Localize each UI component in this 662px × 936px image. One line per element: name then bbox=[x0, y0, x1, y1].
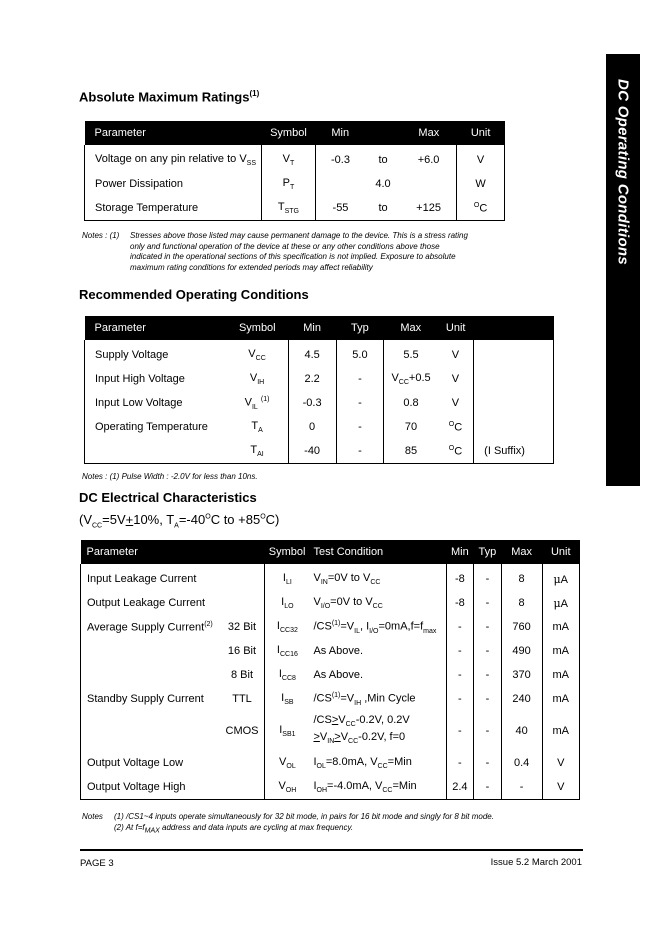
table-header: Parameter Symbol Min Max Unit bbox=[85, 121, 505, 145]
table-row: Standby Supply Current TTL $I_{SB}$ $/CS^{(1)}=V_{IH}$ ,Min Cycle - - 240 mA bbox=[81, 687, 580, 711]
footer-divider bbox=[80, 849, 583, 851]
table-row: Voltage on any pin relative to $V_{SS}$ $V_T$ -0.3 to +6.0 V bbox=[85, 145, 505, 172]
table-row: Input Low Voltage $V_{IL}$ $^{(1)}$ -0.3 - 0.8 V bbox=[85, 391, 554, 415]
table-row: Input Leakage Current $I_{LI}$ $V_{IN}=0V$ to $V_{CC}$ -8 - 8 μA bbox=[81, 564, 580, 591]
section-tab-label: DC Operating Conditions bbox=[614, 78, 632, 266]
dcc-table bbox=[80, 540, 580, 800]
table-header: Parameter Symbol Min Typ Max Unit bbox=[85, 316, 554, 340]
table-row: Output Voltage High $V_{OH}$ $I_{OH}=-4.0mA$, $V_{CC}=Min$ 2.4 - - V bbox=[81, 775, 580, 800]
table-row: Output Leakage Current $I_{LO}$ $V_{I/O}=0V$ to $V_{CC}$ -8 - 8 μA bbox=[81, 591, 580, 615]
table-header: Parameter Symbol Test Condition Min Typ Max Unit bbox=[81, 540, 580, 564]
amr-notes: Notes : (1) Stresses above those listed may cause permanent damage to the device. This is a stress rating only and functional operation of the device at these or any other conditions above those indicated in the operational sections of this specification is not implied. Exposure to absolute maximum rating conditions for extended periods may affect reliability bbox=[82, 231, 468, 272]
table-row: 16 Bit $I_{CC16}$ As Above. - - 490 mA bbox=[81, 639, 580, 663]
table-row: Input High Voltage $V_{IH}$ 2.2 - $V_{CC}+0.5$ V bbox=[85, 367, 554, 391]
table-row: Average Supply Current$^{(2)}$ 32 Bit $I_{CC32}$ $/CS^{(1)}=V_{IL}$, $I_{I/O}=0mA,f=f_{max}$ - - 760 mA bbox=[81, 615, 580, 639]
issue-date: Issue 5.2 March 2001 bbox=[490, 857, 582, 868]
table-row: Output Voltage Low $V_{OL}$ $I_{OL}=8.0mA$, $V_{CC}=Min$ - - 0.4 V bbox=[81, 751, 580, 775]
roc-note: Notes : (1) Pulse Width : -2.0V for less than 10ns. bbox=[82, 472, 258, 481]
table-row: Storage Temperature $T_{STG}$ -55 to +125 $^O$C bbox=[85, 196, 505, 221]
table-row: Supply Voltage $V_{CC}$ 4.5 5.0 5.5 V bbox=[85, 340, 554, 367]
dcc-conditions: ($V_{CC}=5V+10\%$, $T_A=-40^OC$ to $+85^OC$) bbox=[79, 512, 280, 530]
table-row: CMOS $I_{SB1}$ $/CS>V_{CC}-0.2V$, 0.2V $>V_{IN}>V_{CC}-0.2V$, f=0 - - 40 mA bbox=[81, 711, 580, 751]
page-number: PAGE 3 bbox=[80, 858, 114, 869]
table-row: Power Dissipation $P_T$ 4.0 W bbox=[85, 172, 505, 196]
table-row: Operating Temperature $T_A$ 0 - 70 $^O$C bbox=[85, 415, 554, 439]
roc-title: Recommended Operating Conditions bbox=[79, 287, 309, 302]
roc-table bbox=[84, 316, 554, 464]
section-tab bbox=[606, 54, 640, 486]
dcc-notes: Notes (1) /CS1~4 inputs operate simultaneously for 32 bit mode, in pairs for 16 bit mode and singly for 8 bit mode. (2) At $f=f_{MAX}$ address and data inputs are cycling at max frequency. bbox=[82, 812, 494, 835]
amr-title: Absolute Maximum Ratings$^{(1)}$ bbox=[79, 89, 260, 105]
table-row: $T_{AI}$ -40 - 85 $^O$C (I Suffix) bbox=[85, 439, 554, 464]
amr-table bbox=[84, 121, 505, 221]
dcc-title: DC Electrical Characteristics bbox=[79, 490, 257, 505]
table-row: 8 Bit $I_{CC8}$ As Above. - - 370 mA bbox=[81, 663, 580, 687]
